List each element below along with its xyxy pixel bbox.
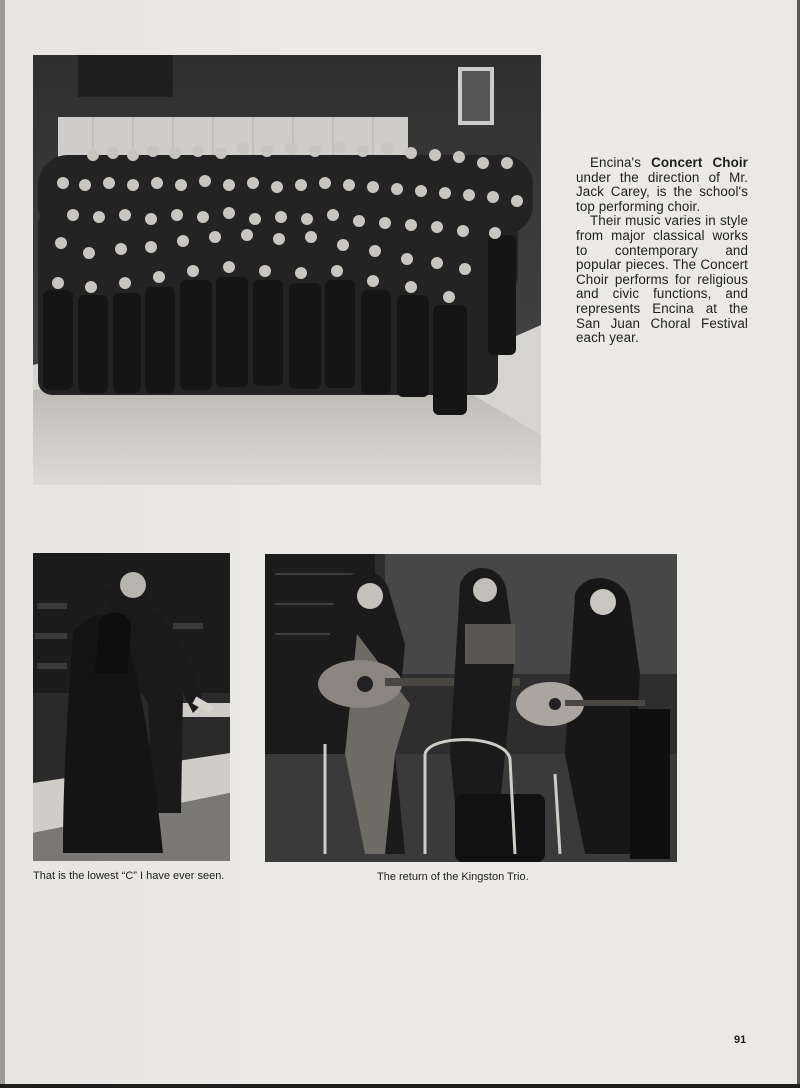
article-paragraph-1-rest: under the direction of Mr. Jack Carey, is the school's top performing choir. [576, 169, 748, 214]
article-paragraph-2: Their music varies in style from major classical works to contemporary and popular pieces. The Concert Choir performs for religious and civic functions, and represents Encina at the San Juan Choral Festival each year. [576, 213, 748, 346]
article-paragraph-1 [576, 156, 748, 214]
page-bottom-edge [0, 1084, 800, 1088]
lowest-c-caption: That is the lowest “C” I have ever seen. [33, 870, 225, 882]
lowest-c-photo-art [33, 553, 230, 861]
page-number: 91 [734, 1034, 747, 1046]
concert-choir-group-photo [33, 55, 541, 485]
article-bold-text: Concert Choir [651, 155, 748, 170]
concert-choir-photo-art [33, 55, 541, 485]
article-lead-text: Encina's [590, 155, 641, 170]
lowest-c-photo [33, 553, 230, 861]
kingston-trio-photo [265, 554, 677, 862]
page-binding-edge [0, 0, 5, 1088]
article-body [576, 156, 748, 346]
kingston-trio-photo-art [265, 554, 677, 862]
kingston-trio-caption: The return of the Kingston Trio. [377, 871, 529, 883]
